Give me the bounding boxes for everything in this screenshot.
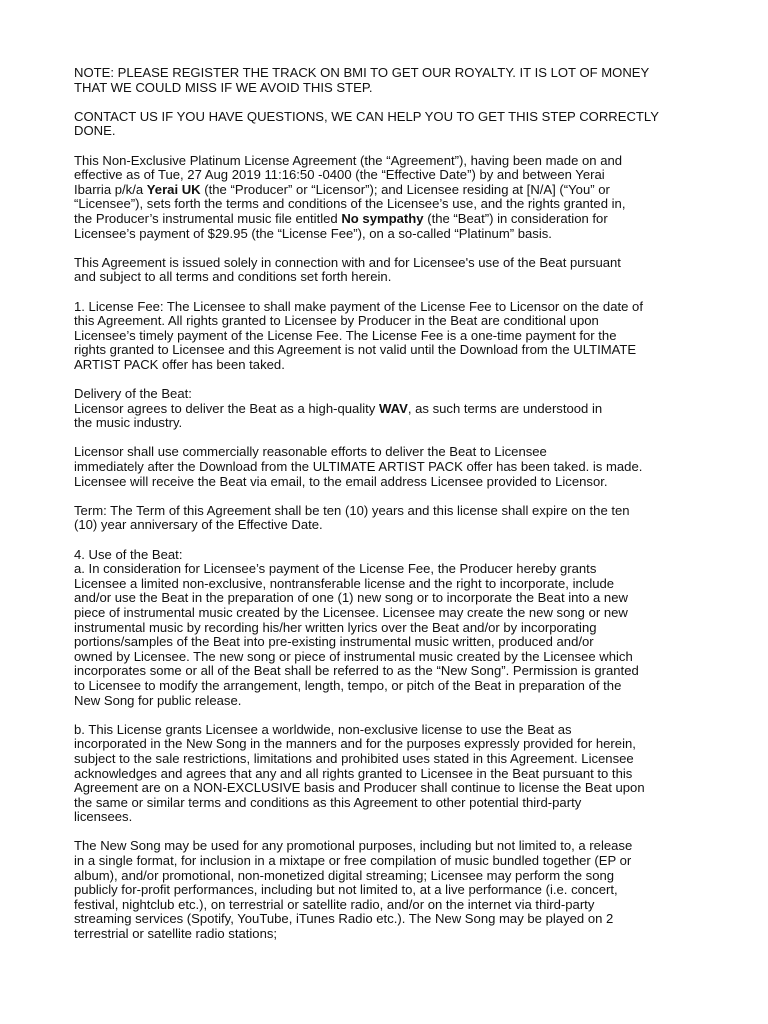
- text-line: festival, nightclub etc.), on terrestrial or satellite radio, and/or on the internet via third-party: [74, 896, 595, 912]
- text-line: owned by Licensee. The new song or piece of instrumental music created by the Licensee which: [74, 648, 633, 664]
- text-line: a. In consideration for Licensee’s payment of the License Fee, the Producer hereby grants: [74, 561, 597, 577]
- text-line: Licensee will receive the Beat via email, to the email address Licensee provided to Licensor.: [74, 473, 608, 489]
- bmi-note: [74, 66, 698, 95]
- text-line: immediately after the Download from the ULTIMATE ARTIST PACK offer has been taked. is made.: [74, 459, 643, 475]
- text-line: incorporated in the New Song in the manners and for the purposes expressly provided for herein,: [74, 736, 636, 752]
- text-line: Term: The Term of this Agreement shall be ten (10) years and this license shall expire on the ten: [74, 502, 630, 518]
- text-line: terrestrial or satellite radio stations;: [74, 926, 278, 942]
- issued-paragraph: [74, 256, 698, 285]
- text-line: ARTIST PACK offer has been taked.: [74, 356, 285, 372]
- grant-paragraph: [74, 723, 698, 825]
- text-line: THAT WE COULD MISS IF WE AVOID THIS STEP.: [74, 79, 373, 95]
- text-line: Licensee’s payment of $29.95 (the “License Fee”), on a so-called “Platinum” basis.: [74, 225, 552, 241]
- text-line: in a single format, for inclusion in a mixtape or free compilation of music bundled together (EP or: [74, 853, 632, 869]
- text-line: publicly for-profit performances, including but not limited to, at a live performance (i.e. concert,: [74, 882, 618, 898]
- text-line: effective as of Tue, 27 Aug 2019 11:16:50 -0400 (the “Effective Date”) by and between Yerai: [74, 167, 605, 183]
- producer-name: Yerai UK: [146, 181, 201, 197]
- text-line: (10) year anniversary of the Effective Date.: [74, 517, 323, 533]
- text-fragment: , as such terms are understood in: [407, 400, 603, 416]
- text-line: rights granted to Licensee and this Agreement is not valid until the Download from the ULTIMATE: [74, 342, 637, 358]
- text-line: NOTE: PLEASE REGISTER THE TRACK ON BMI TO GET OUR ROYALTY. IT IS LOT OF MONEY: [74, 65, 650, 80]
- license-fee-section: [74, 300, 698, 373]
- file-format: WAV: [378, 400, 408, 416]
- delivery-efforts-paragraph: [74, 445, 698, 489]
- text-line: incorporates some or all of the Beat shall be referred to as the “New Song”. Permission is granted: [74, 663, 639, 679]
- text-line: and subject to all terms and conditions set forth herein.: [74, 269, 392, 285]
- term-section: [74, 504, 698, 533]
- contact-note: [74, 110, 698, 139]
- text-line: b. This License grants Licensee a worldwide, non-exclusive license to use the Beat as: [74, 721, 572, 737]
- beat-title: No sympathy: [341, 210, 424, 226]
- text-line: Agreement are on a NON-EXCLUSIVE basis and Producer shall continue to license the Beat upon: [74, 780, 645, 796]
- text-line: to Licensee to modify the arrangement, length, tempo, or pitch of the Beat in preparation of the: [74, 677, 622, 693]
- text-line: the same or similar terms and conditions as this Agreement to other potential third-party: [74, 794, 582, 810]
- license-document: [74, 66, 698, 942]
- text-line: Licensee’s timely payment of the License Fee. The License Fee is a one-time payment for the: [74, 327, 617, 343]
- intro-paragraph: [74, 154, 698, 242]
- text-line: 1. License Fee: The Licensee to shall make payment of the License Fee to Licensor on the date of: [74, 298, 643, 314]
- text-line: acknowledges and agrees that any and all rights granted to Licensee in the Beat pursuant to this: [74, 765, 633, 781]
- text-line: CONTACT US IF YOU HAVE QUESTIONS, WE CAN HELP YOU TO GET THIS STEP CORRECTLY: [74, 108, 659, 124]
- text-line: Licensee a limited non-exclusive, nontransferable license and the right to incorporate, include: [74, 575, 615, 591]
- text-fragment: the Producer’s instrumental music file entitled: [74, 210, 342, 226]
- text-line: instrumental music by recording his/her written lyrics over the Beat and/or by incorporating: [74, 619, 597, 635]
- text-line: This Agreement is issued solely in connection with and for Licensee's use of the Beat pursuant: [74, 254, 621, 270]
- text-line: DONE.: [74, 123, 116, 139]
- promo-paragraph: [74, 839, 698, 941]
- text-line: licensees.: [74, 809, 133, 825]
- use-of-beat-section: [74, 548, 698, 709]
- text-fragment: (the “Beat”) in consideration for: [423, 210, 608, 226]
- text-line: New Song for public release.: [74, 692, 242, 708]
- text-line: [74, 212, 698, 227]
- text-line: album), and/or promotional, non-monetized digital streaming; Licensee may perform the song: [74, 867, 615, 883]
- section-heading: Delivery of the Beat:: [74, 386, 192, 402]
- text-line: this Agreement. All rights granted to Licensee by Producer in the Beat are conditional upon: [74, 313, 599, 329]
- text-fragment: Licensor agrees to deliver the Beat as a high-quality: [74, 400, 379, 416]
- text-line: This Non-Exclusive Platinum License Agreement (the “Agreement”), having been made on and: [74, 152, 623, 168]
- text-line: piece of instrumental music created by the Licensee. Licensee may create the new song or new: [74, 604, 628, 620]
- text-line: and/or use the Beat in the preparation of one (1) new song or to incorporate the Beat into a new: [74, 590, 628, 606]
- text-fragment: Ibarria p/k/a: [74, 181, 147, 197]
- text-line: portions/samples of the Beat into pre-existing instrumental music written, produced and/or: [74, 634, 594, 650]
- text-line: [74, 183, 698, 198]
- text-line: Licensor shall use commercially reasonable efforts to deliver the Beat to Licensee: [74, 444, 547, 460]
- text-line: “Licensee”), sets forth the terms and conditions of the Licensee’s use, and the rights granted in,: [74, 196, 626, 212]
- text-line: the music industry.: [74, 415, 183, 431]
- text-line: streaming services (Spotify, YouTube, iTunes Radio etc.). The New Song may be played on 2: [74, 911, 614, 927]
- text-fragment: (the “Producer” or “Licensor”); and Licensee residing at [N/A] (“You” or: [200, 181, 610, 197]
- text-line: [74, 402, 698, 417]
- section-heading: 4. Use of the Beat:: [74, 546, 183, 562]
- text-line: The New Song may be used for any promotional purposes, including but not limited to, a release: [74, 838, 633, 854]
- text-line: subject to the sale restrictions, limitations and prohibited uses stated in this Agreement. Licensee: [74, 750, 634, 766]
- delivery-section: [74, 387, 698, 431]
